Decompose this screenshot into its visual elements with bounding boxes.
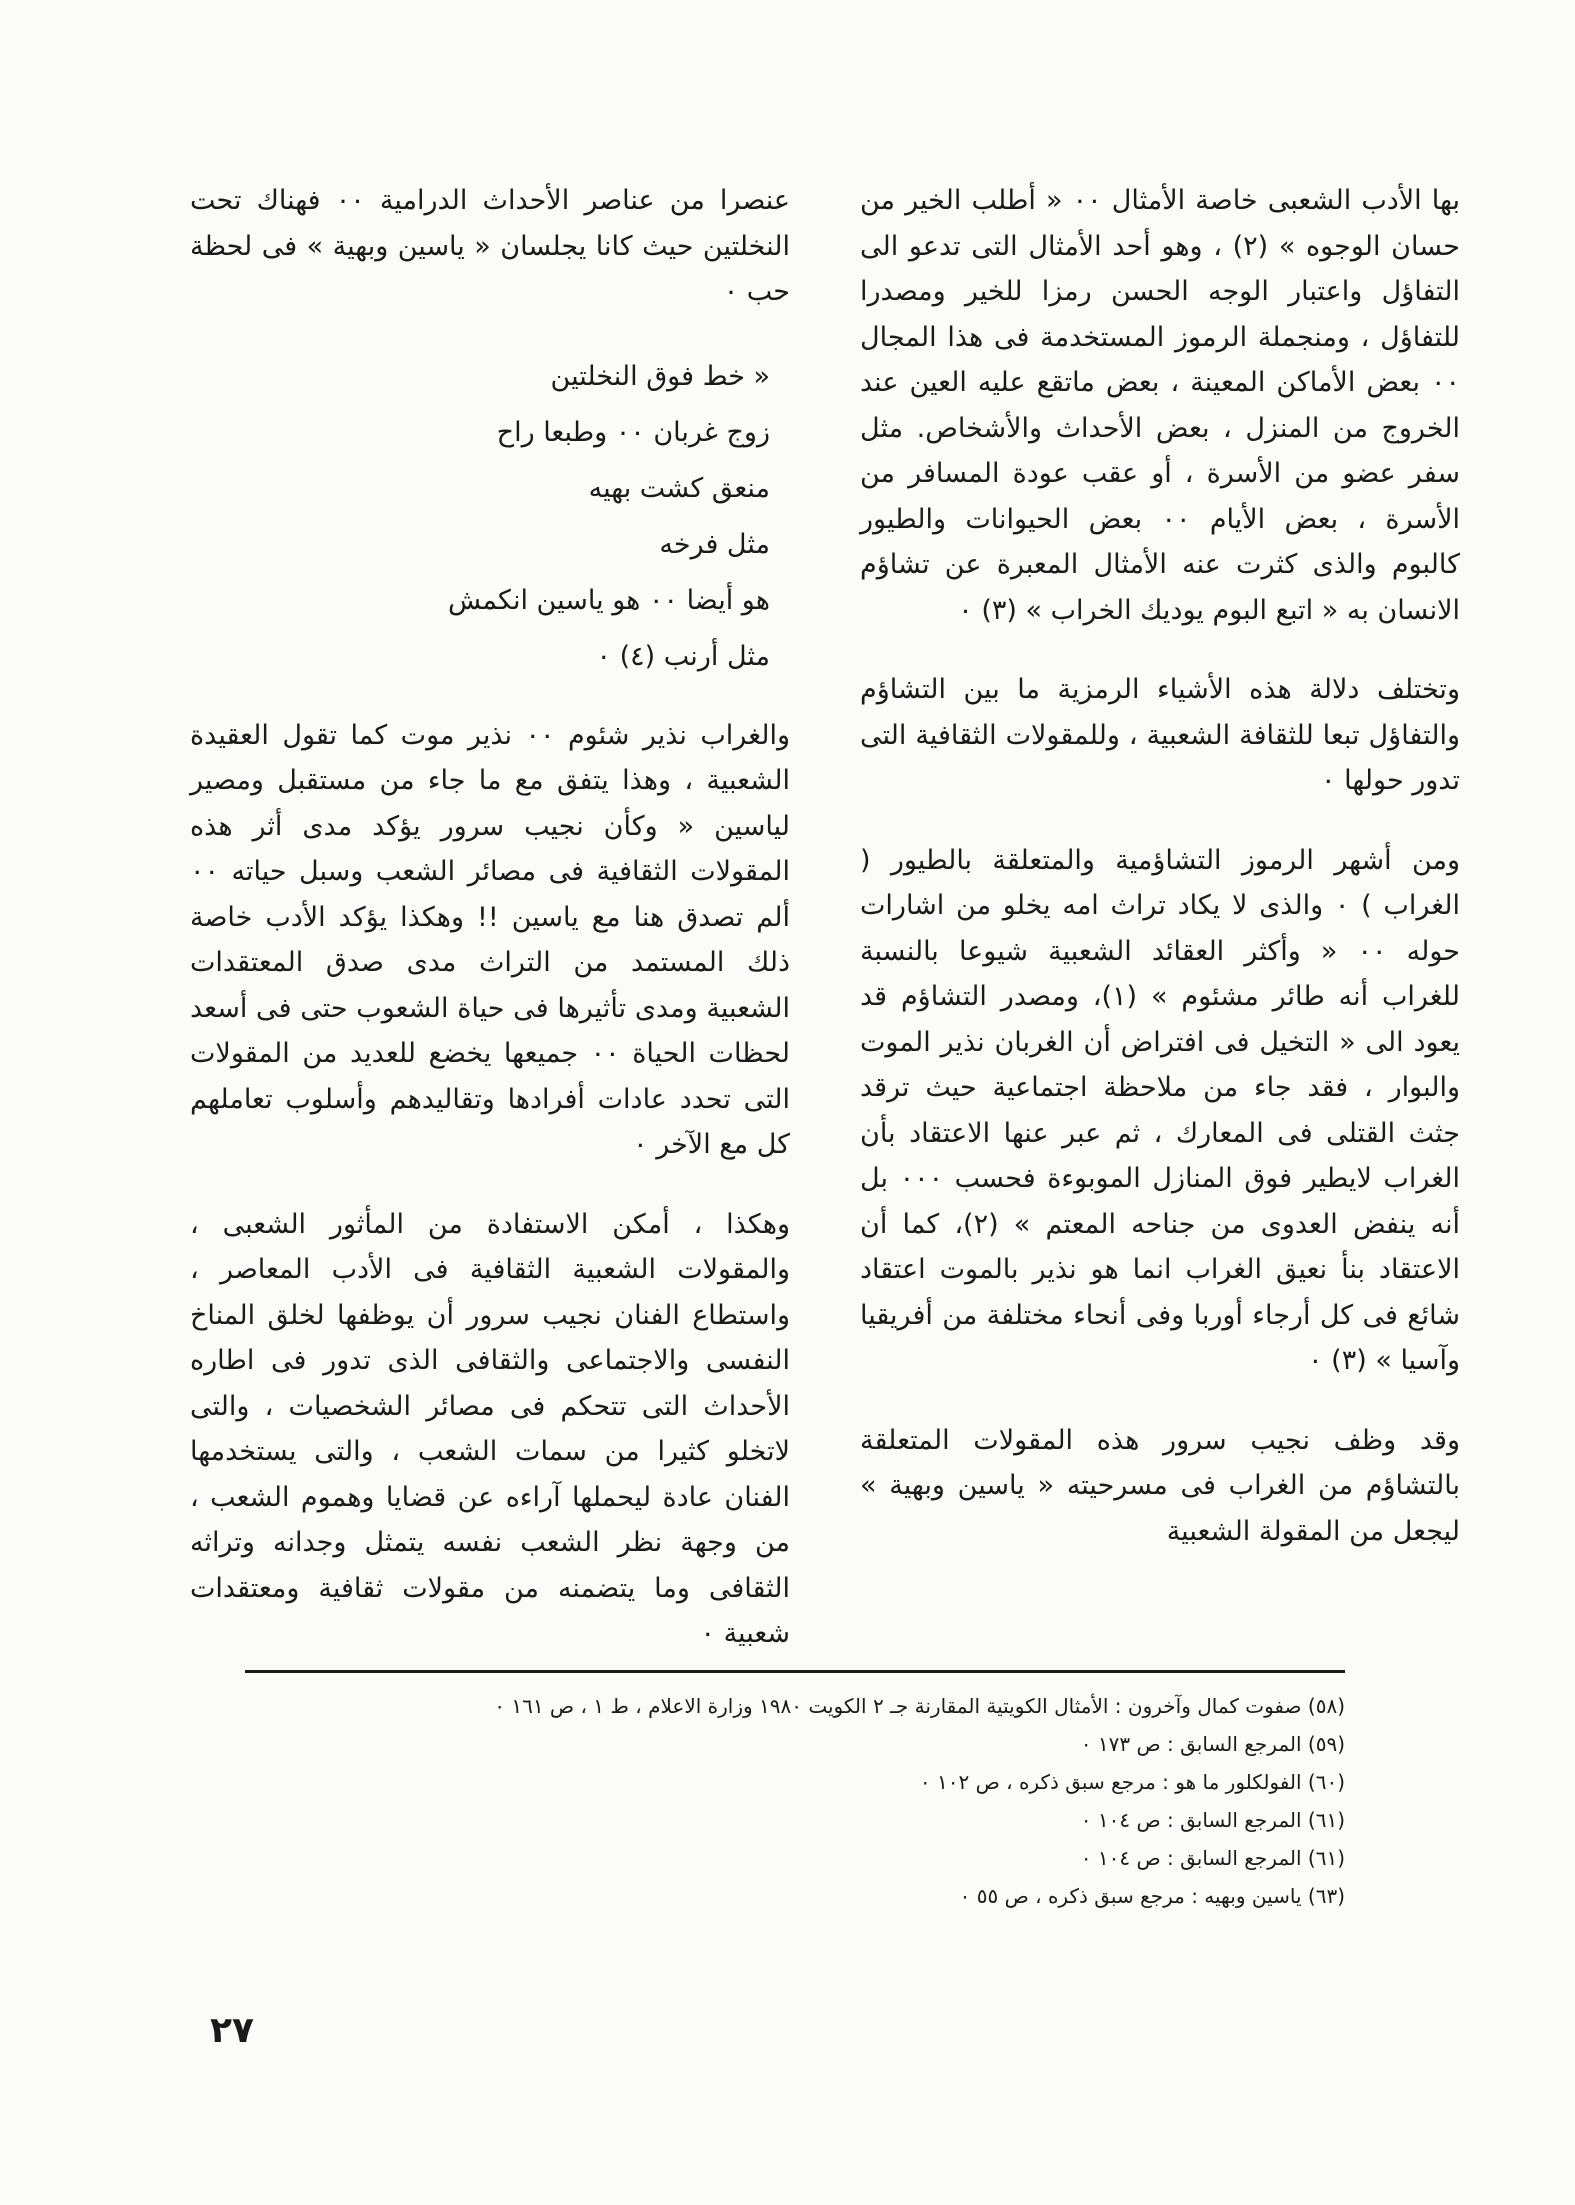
verse-line: مثل أرنب (٤) ٠ (596, 640, 770, 672)
footnote: (٥٩) المرجع السابق : ص ١٧٣ ٠ (1080, 1732, 1345, 1756)
footnote: (٦٣) ياسين وبهيه : مرجع سبق ذكره ، ص ٥٥ ٠ (959, 1884, 1345, 1908)
footnote: (٥٨) صفوت كمال وآخرون : الأمثال الكويتية المقارنة جـ ٢ الكويت ١٩٨٠ وزارة الاعلام ، ط ١ ، ص ١٦١ ٠ (494, 1694, 1345, 1718)
paragraph: وهكذا ، أمكن الاستفادة من المأثور الشعبى ، والمقولات الشعبية الثقافية فى الأدب المعاصر ، واستطاع الفنان نجيب سرور أن يوظفها لخلق المناخ النفسى والاجتماعى والثقافى الذى تدور فى اطاره الأحداث التى تتحكم فى مصائر الشخصيات ، والتى لاتخلو كثيرا من سمات الشعب ، والتى يستخدمها الفنان عادة ليحملها آراءه عن قضايا وهموم الشعب ، من وجهة نظر الشعب نفسه يتمثل وجدانه وتراثه الثقافى وما يتضمنه من مقولات ثقافية ومعتقدات شعبية ٠ (190, 1208, 790, 1649)
verse-line: « خط فوق النخلتين (550, 360, 770, 392)
left-text-column (190, 178, 790, 1691)
page-number: ٢٧ (210, 2010, 254, 2051)
verse-line: منعق كشت بهيه (588, 472, 770, 504)
footnotes (245, 1670, 1345, 1915)
verse-line: زوج غربان ٠٠ وطبعا راح (496, 416, 770, 448)
footnote: (٦١) المرجع السابق : ص ١٠٤ ٠ (1080, 1846, 1345, 1870)
poem-excerpt (190, 349, 790, 685)
verse-line: مثل فرخه (659, 528, 770, 560)
paragraph: عنصرا من عناصر الأحداث الدرامية ٠٠ فهناك تحت النخلتين حيث كانا يجلسان « ياسين وبهية » فى لحظة حب ٠ (190, 185, 791, 307)
footnote: (٦١) المرجع السابق : ص ١٠٤ ٠ (1080, 1808, 1345, 1832)
paragraph: وقد وظف نجيب سرور هذه المقولات المتعلقة بالتشاؤم من الغراب فى مسرحيته « ياسين وبهية » ليجعل من المقولة الشعبية (860, 1424, 1460, 1547)
paragraph: وتختلف دلالة هذه الأشياء الرمزية ما بين التشاؤم والتفاؤل تبعا للثقافة الشعبية ، وللمقولات الثقافية التى تدور حولها ٠ (860, 674, 1460, 796)
right-text-column (860, 178, 1460, 1588)
paragraph: ومن أشهر الرموز التشاؤمية والمتعلقة بالطيور ( الغراب ) ٠ والذى لا يكاد تراث امه يخلو من اشارات حوله ٠٠ « وأكثر العقائد الشعبية شيوعا بالنسبة للغراب أنه طائر مشئوم » (١)، ومصدر التشاؤم قد يعود الى « التخيل فى افتراض أن الغربان نذير الموت والبوار ، فقد جاء من ملاحظة اجتماعية حيث ترقد جثث القتلى فى المعارك ، ثم عبر عنها الاعتقاد بأن الغراب لايطير فوق المنازل الموبوءة فحسب ٠٠٠ بل أنه ينفض العدوى من جناحه المعتم » (٢)، كما أن الاعتقاد بنأ نعيق الغراب انما هو نذير بالموت اعتقاد شائع فى كل أرجاء أوربا وفى أنحاء مختلفة من أفريقيا وآسيا » (٣) ٠ (860, 844, 1461, 1376)
footnote: (٦٠) الفولكلور ما هو : مرجع سبق ذكره ، ص ١٠٢ ٠ (919, 1770, 1345, 1794)
paragraph: والغراب نذير شئوم ٠٠ نذير موت كما تقول العقيدة الشعبية ، وهذا يتفق مع ما جاء من مستقبل ومصير لياسين « وكأن نجيب سرور يؤكد مدى أثر هذه المقولات الثقافية فى مصائر الشعب وسبل حياته ٠٠ ألم تصدق هنا مع ياسين !! وهكذا يؤكد الأدب خاصة ذلك المستمد من التراث مدى صدق المعتقدات الشعبية ومدى تأثيرها فى حياة الشعوب حتى فى أسعد لحظات الحياة ٠٠ جميعها يخضع للعديد من المقولات التى تحدد عادات أفرادها وتقاليدهم وأسلوب تعاملهم كل مع الآخر ٠ (190, 719, 790, 1160)
paragraph: بها الأدب الشعبى خاصة الأمثال ٠٠ « أطلب الخير من حسان الوجوه » (٢) ، وهو أحد الأمثال التى تدعو الى التفاؤل واعتبار الوجه الحسن رمزا للخير ومصدرا للتفاؤل ، ومنجملة الرموز المستخدمة فى هذا المجال ٠٠ بعض الأماكن المعينة ، بعض ماتقع عليه العين عند الخروج من المنزل ، بعض الأحداث والأشخاص. مثل سفر عضو من الأسرة ، أو عقب عودة المسافر من الأسرة ، بعض الأيام ٠٠ بعض الحيوانات والطيور كالبوم والذى كثرت عنه الأمثال المعبرة عن تشاؤم الانسان به « اتبع البوم يوديك الخراب » (٣) ٠ (860, 185, 1460, 626)
verse-line: هو أيضا ٠٠ هو ياسين انكمش (448, 584, 770, 616)
